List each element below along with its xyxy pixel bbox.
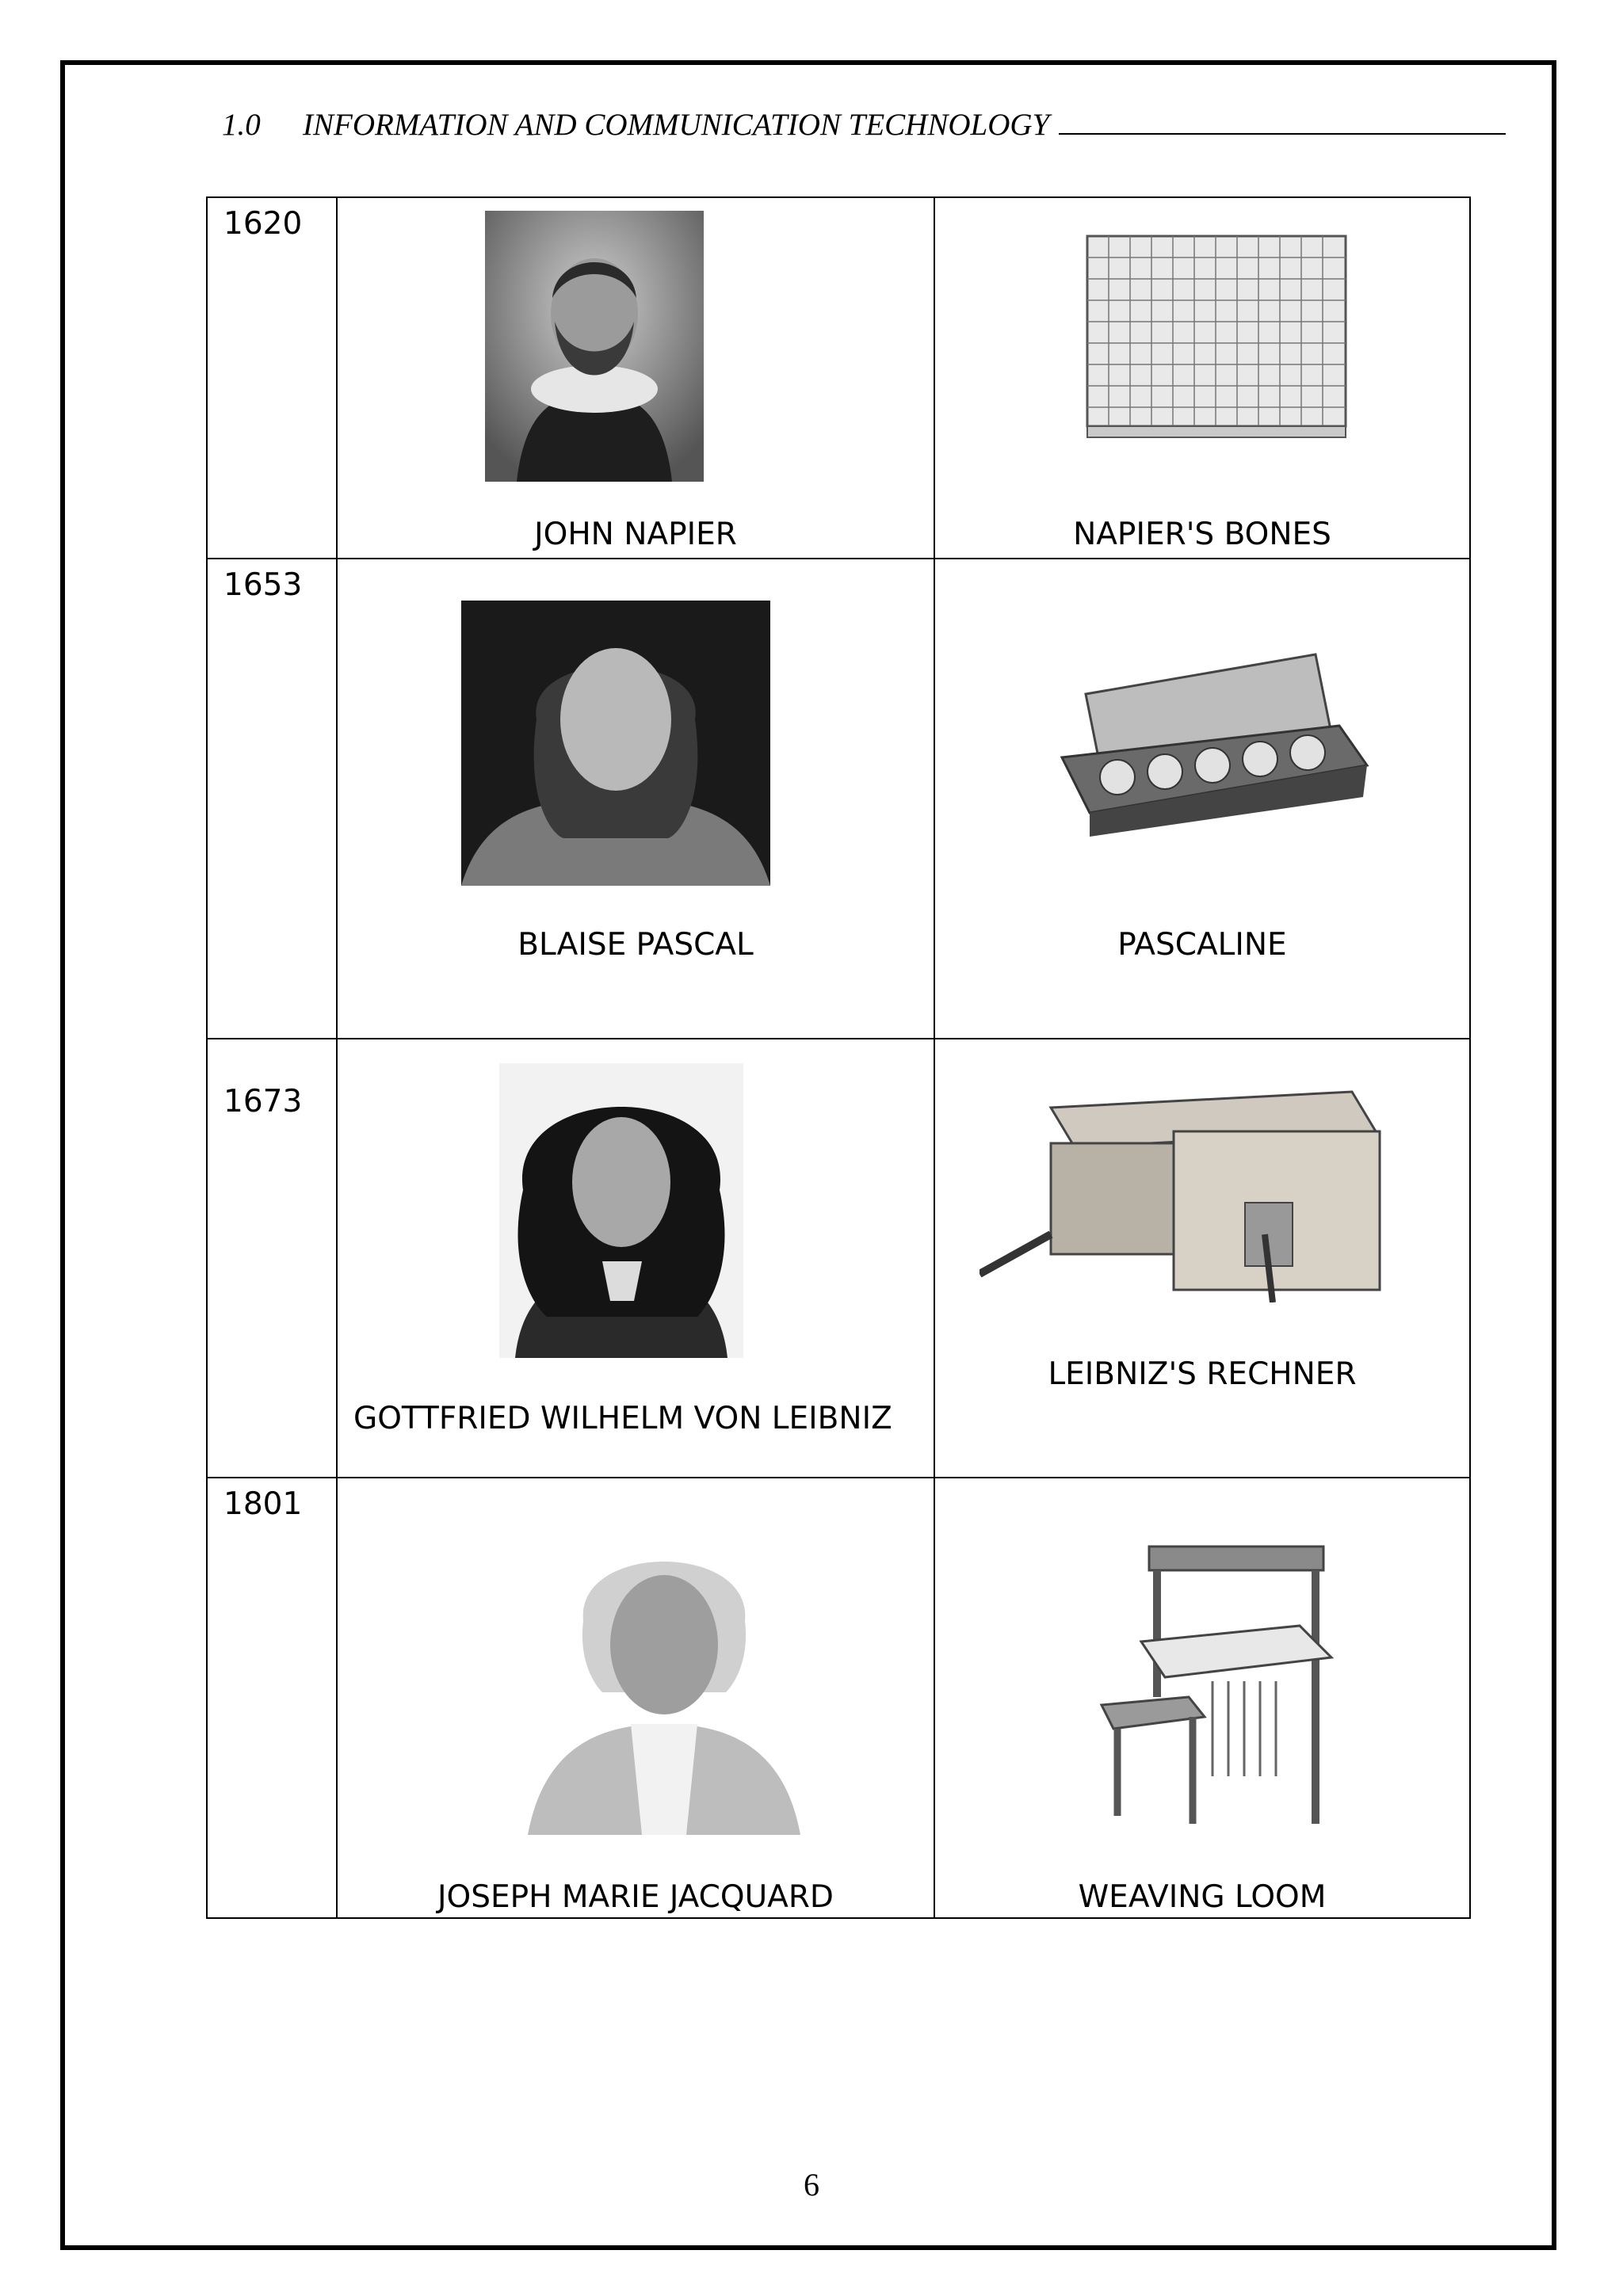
page-number: 6 xyxy=(804,2167,819,2203)
invention-cell xyxy=(934,1478,1470,1918)
year-label: 1801 xyxy=(223,1486,303,1522)
person-cell xyxy=(337,197,934,559)
section-title: INFORMATION AND COMMUNICATION TECHNOLOGY xyxy=(303,108,1050,142)
history-table xyxy=(206,196,1471,1919)
invention-cell xyxy=(934,197,1470,559)
year-cell xyxy=(207,559,337,1039)
year-cell xyxy=(207,1039,337,1478)
year-label: 1653 xyxy=(223,567,303,603)
year-label: 1620 xyxy=(223,206,303,242)
table-row xyxy=(207,559,1470,1039)
person-cell xyxy=(337,1039,934,1478)
section-number: 1.0 xyxy=(222,108,261,142)
person-name: JOHN NAPIER xyxy=(534,517,737,552)
year-cell xyxy=(207,1478,337,1918)
portrait-image xyxy=(499,1063,743,1358)
person-name: BLAISE PASCAL xyxy=(517,927,754,963)
person-cell xyxy=(337,559,934,1039)
table-row xyxy=(207,1039,1470,1478)
running-header xyxy=(222,95,1506,143)
portrait-image xyxy=(512,1526,816,1835)
invention-name: WEAVING LOOM xyxy=(1078,1879,1327,1915)
invention-image xyxy=(1083,230,1352,442)
person-cell xyxy=(337,1478,934,1918)
header-rule xyxy=(1059,133,1506,135)
person-name: GOTTFRIED WILHELM VON LEIBNIZ xyxy=(353,1401,892,1436)
year-cell xyxy=(207,197,337,559)
invention-image xyxy=(1054,639,1371,837)
portrait-image xyxy=(485,211,704,482)
invention-image xyxy=(1094,1539,1363,1832)
year-label: 1673 xyxy=(223,1084,303,1119)
invention-name: NAPIER'S BONES xyxy=(1073,517,1331,552)
invention-name: LEIBNIZ'S RECHNER xyxy=(1048,1356,1357,1392)
table-row xyxy=(207,1478,1470,1918)
portrait-image xyxy=(461,601,770,886)
table-row xyxy=(207,197,1470,559)
person-name: JOSEPH MARIE JACQUARD xyxy=(437,1879,834,1915)
invention-image xyxy=(980,1084,1420,1302)
invention-name: PASCALINE xyxy=(1117,927,1287,963)
invention-cell xyxy=(934,559,1470,1039)
invention-cell xyxy=(934,1039,1470,1478)
